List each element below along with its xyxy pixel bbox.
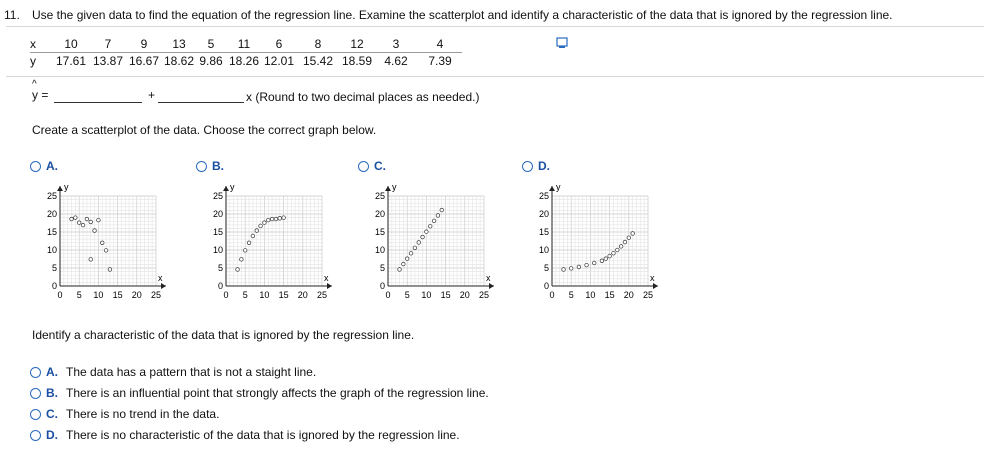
data-point (562, 268, 566, 272)
data-point (398, 268, 402, 272)
x-value: 9 (126, 36, 162, 53)
identify-prompt: Identify a characteristic of the data that is ignored by the regression line. (32, 328, 415, 342)
data-point (70, 217, 74, 221)
y-value: 9.86 (199, 54, 223, 68)
graph-option-2[interactable] (358, 159, 386, 173)
x-tick-label: 0 (549, 290, 555, 300)
y-tick-label: 20 (538, 209, 549, 219)
answer-letter: C. (46, 407, 58, 421)
x-tick-label: 0 (385, 290, 391, 300)
scatterplot-graph[interactable] (28, 178, 188, 308)
y-label: y (30, 54, 36, 68)
data-point (278, 217, 282, 221)
data-point (436, 214, 440, 218)
y-tick-label: 0 (51, 281, 57, 291)
x-axis-arrow (489, 283, 494, 289)
y-tick-label: 10 (46, 245, 57, 255)
answer-option-0[interactable] (30, 365, 316, 379)
y-value: 17.61 (55, 54, 87, 68)
table-row-y (30, 53, 462, 70)
data-point (600, 259, 604, 263)
x-value: 13 (162, 36, 196, 53)
x-tick-label: 10 (585, 290, 596, 300)
answer-text: The data has a pattern that is not a staight line. (66, 365, 317, 379)
graph-option-label: A. (46, 159, 58, 173)
y-value: 18.59 (341, 54, 373, 68)
x-value: 5 (196, 36, 226, 53)
x-tick-label: 15 (604, 290, 615, 300)
data-point (89, 220, 93, 224)
x-tick-label: 25 (316, 290, 328, 300)
y-tick-label: 0 (217, 281, 223, 291)
scatterplot-graph[interactable] (520, 178, 680, 308)
y-axis-arrow (385, 186, 391, 191)
data-point (615, 248, 619, 252)
data-point (77, 221, 81, 225)
data-point (282, 216, 286, 220)
data-point (421, 235, 425, 239)
data-point (263, 221, 267, 225)
divider (6, 26, 984, 27)
x-tick-label: 5 (404, 290, 410, 300)
x-tick-label: 20 (131, 290, 142, 300)
y-value: 18.62 (163, 54, 195, 68)
y-tick-label: 5 (379, 263, 385, 273)
graph-option-3[interactable] (522, 159, 550, 173)
y-tick-label: 10 (374, 245, 385, 255)
answer-option-1[interactable] (30, 386, 489, 400)
x-tick-label: 5 (242, 290, 248, 300)
data-point (85, 217, 89, 221)
radio-button[interactable] (30, 409, 41, 420)
y-tick-label: 25 (46, 191, 57, 201)
y-axis-label: y (64, 182, 69, 192)
radio-button[interactable] (522, 161, 533, 172)
y-value: 18.26 (228, 54, 260, 68)
x-value: 11 (226, 36, 262, 53)
graph-option-0[interactable] (30, 159, 58, 173)
data-point (623, 240, 627, 244)
data-table (30, 36, 462, 69)
answer-letter: B. (46, 386, 58, 400)
data-point (432, 219, 436, 223)
data-point (104, 249, 108, 253)
x-tick-label: 20 (459, 290, 470, 300)
x-value: 12 (340, 36, 374, 53)
data-point (100, 241, 104, 245)
data-point (631, 232, 635, 236)
y-axis-arrow (223, 186, 229, 191)
answer-option-2[interactable] (30, 407, 219, 421)
data-point (604, 257, 608, 261)
x-axis-arrow (327, 283, 332, 289)
x-tick-label: 5 (76, 290, 82, 300)
question-text: Use the given data to find the equation of the regression line. Examine the scatterplot and identify a characteristic of the data that is ignored by the regression line. (32, 8, 893, 22)
y-tick-label: 0 (379, 281, 385, 291)
x-tick-label: 0 (223, 290, 229, 300)
question-number: 11. (4, 8, 20, 22)
data-point (592, 261, 596, 265)
x-axis-label: x (158, 273, 163, 283)
y-tick-label: 0 (543, 281, 549, 291)
data-point (89, 258, 93, 262)
x-tick-label: 25 (478, 290, 490, 300)
data-point (97, 218, 101, 222)
x-tick-label: 15 (112, 290, 123, 300)
y-tick-label: 5 (51, 263, 57, 273)
data-point (428, 224, 432, 228)
radio-button[interactable] (30, 161, 41, 172)
data-point (251, 234, 255, 238)
answer-text: There is no characteristic of the data that is ignored by the regression line. (66, 428, 460, 442)
y-tick-label: 15 (46, 227, 57, 237)
y-tick-label: 20 (212, 209, 223, 219)
answer-letter: D. (46, 428, 58, 442)
data-point (108, 268, 112, 272)
y-value: 16.67 (128, 54, 160, 68)
data-point (247, 241, 251, 245)
graph-option-1[interactable] (196, 159, 224, 173)
y-tick-label: 5 (217, 263, 223, 273)
x-axis-arrow (653, 283, 658, 289)
round-instruction: x (Round to two decimal places as needed.) (246, 90, 480, 104)
radio-button[interactable] (30, 430, 41, 441)
answer-text: There is an influential point that strongly affects the graph of the regression line. (66, 386, 489, 400)
y-axis-arrow (57, 186, 63, 191)
table-row-x (30, 36, 462, 53)
y-axis-label: y (392, 182, 397, 192)
graph-option-label: C. (374, 159, 386, 173)
x-value: 4 (418, 36, 462, 53)
data-point (402, 262, 406, 266)
x-tick-label: 20 (297, 290, 308, 300)
slope-input[interactable] (158, 102, 244, 103)
data-point (585, 263, 589, 267)
y-tick-label: 5 (543, 263, 549, 273)
scatterplot-graph[interactable] (194, 178, 354, 308)
data-point (619, 245, 623, 249)
y-tick-label: 15 (374, 227, 385, 237)
y-hat-label: ^ y = (32, 79, 49, 102)
x-axis-label: x (324, 273, 329, 283)
y-value: 15.42 (302, 54, 334, 68)
data-point (612, 251, 616, 255)
y-axis-arrow (549, 186, 555, 191)
graph-option-label: D. (538, 159, 550, 173)
radio-button[interactable] (30, 367, 41, 378)
y-tick-label: 10 (538, 245, 549, 255)
data-point (440, 208, 444, 212)
x-axis-arrow (161, 283, 166, 289)
y-hat-text: y = (32, 88, 49, 102)
answer-option-3[interactable] (30, 428, 460, 442)
y-tick-label: 25 (374, 191, 385, 201)
y-axis-label: y (556, 182, 561, 192)
data-point (81, 223, 85, 227)
x-tick-label: 15 (278, 290, 289, 300)
x-tick-label: 15 (440, 290, 451, 300)
scatterplot-graph[interactable] (356, 178, 516, 308)
data-point (413, 246, 417, 250)
data-point (569, 267, 573, 271)
radio-button[interactable] (358, 161, 369, 172)
y-tick-label: 15 (212, 227, 223, 237)
answer-letter: A. (46, 365, 58, 379)
x-tick-label: 10 (93, 290, 104, 300)
data-point (93, 229, 97, 233)
y-tick-label: 20 (46, 209, 57, 219)
x-tick-label: 25 (150, 290, 162, 300)
data-point (425, 230, 429, 234)
data-point (255, 229, 259, 233)
data-point (577, 265, 581, 269)
plus-sign: + (148, 88, 156, 102)
data-point (405, 257, 409, 261)
x-label: x (30, 36, 52, 53)
y-value: 4.62 (384, 54, 408, 68)
data-point (240, 258, 244, 262)
data-point (74, 216, 78, 220)
data-point (417, 241, 421, 245)
radio-button[interactable] (30, 388, 41, 399)
copy-data-icon[interactable] (556, 37, 568, 49)
x-axis-label: x (486, 273, 491, 283)
divider (6, 76, 984, 77)
data-point (274, 217, 278, 221)
x-tick-label: 10 (421, 290, 432, 300)
x-value: 7 (90, 36, 126, 53)
graph-option-label: B. (212, 159, 224, 173)
x-tick-label: 20 (623, 290, 634, 300)
data-point (608, 254, 612, 258)
y-tick-label: 15 (538, 227, 549, 237)
scatterplot-prompt: Create a scatterplot of the data. Choose the correct graph below. (32, 123, 377, 137)
x-tick-label: 25 (642, 290, 654, 300)
y-tick-label: 25 (212, 191, 223, 201)
data-point (627, 236, 631, 240)
y-value: 13.87 (92, 54, 124, 68)
data-point (259, 224, 263, 228)
y-value: 12.01 (263, 54, 295, 68)
y-tick-label: 10 (212, 245, 223, 255)
x-tick-label: 0 (57, 290, 63, 300)
data-point (266, 218, 270, 222)
data-point (236, 268, 240, 272)
y-value: 7.39 (428, 54, 452, 68)
y-tick-label: 25 (538, 191, 549, 201)
x-value: 6 (262, 36, 296, 53)
answer-text: There is no trend in the data. (66, 407, 220, 421)
data-point (243, 249, 247, 253)
data-point (270, 217, 274, 221)
x-axis-label: x (650, 273, 655, 283)
intercept-input[interactable] (54, 102, 142, 103)
x-value: 8 (296, 36, 340, 53)
data-point (409, 251, 413, 255)
x-tick-label: 5 (568, 290, 574, 300)
x-value: 3 (374, 36, 418, 53)
radio-button[interactable] (196, 161, 207, 172)
x-tick-label: 10 (259, 290, 270, 300)
y-tick-label: 20 (374, 209, 385, 219)
y-axis-label: y (230, 182, 235, 192)
x-value: 10 (52, 36, 90, 53)
